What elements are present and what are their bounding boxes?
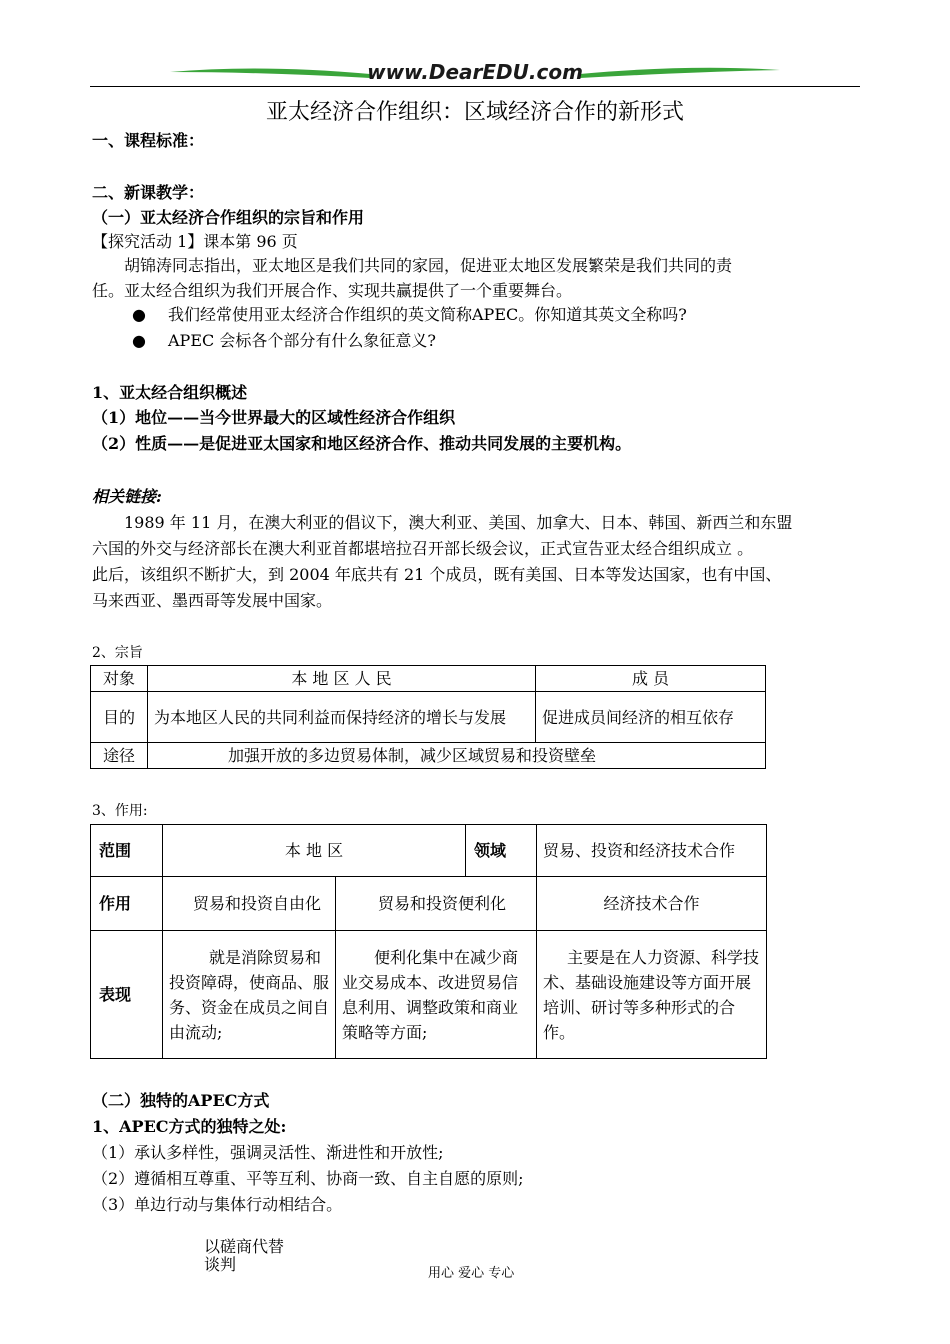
table-row bbox=[91, 743, 766, 769]
table-row bbox=[91, 877, 767, 931]
table-row bbox=[91, 692, 766, 743]
related-link-heading: 相关链接: bbox=[92, 487, 162, 506]
function-table bbox=[90, 824, 767, 1059]
table-cell: 目的 bbox=[91, 692, 148, 743]
table-cell: 对象 bbox=[91, 666, 148, 692]
overview-heading: 1、亚太经合组织概述 bbox=[92, 383, 248, 402]
section-course-standard: 一、课程标准： bbox=[92, 131, 205, 150]
overview-nature: （2）性质——是促进亚太国家和地区经济合作、推动共同发展的主要机构。 bbox=[92, 434, 632, 453]
bullet-item bbox=[132, 302, 687, 328]
site-url: www.DearEDU.com bbox=[367, 60, 583, 84]
subsection-purpose: （一）亚太经济合作组织的宗旨和作用 bbox=[92, 208, 365, 227]
page-title: 亚太经济合作组织：区域经济合作的新形式 bbox=[265, 100, 684, 125]
table-cell: 经济技术合作 bbox=[537, 877, 767, 931]
paragraph-line: 马来西亚、墨西哥等发展中国家。 bbox=[92, 591, 333, 610]
paragraph-line: 1989 年 11 月，在澳大利亚的倡议下，澳大利亚、美国、加拿大、日本、韩国、新西兰和东盟 bbox=[124, 513, 793, 532]
note-text: 以磋商代替 bbox=[204, 1237, 285, 1256]
bullet-icon: ● bbox=[132, 305, 146, 324]
purpose-table bbox=[90, 665, 766, 769]
table-cell: 就是消除贸易和投资障碍，使商品、服务、资金在成员之间自由流动; bbox=[163, 931, 336, 1059]
bullet-text: 我们经常使用亚太经济合作组织的英文简称APEC。你知道其英文全称吗? bbox=[168, 305, 687, 324]
list-item: （1）承认多样性，强调灵活性、渐进性和开放性; bbox=[92, 1143, 444, 1162]
list-item: （3）单边行动与集体行动相结合。 bbox=[92, 1195, 343, 1214]
list-item: （2）遵循相互尊重、平等互利、协商一致、自主自愿的原则; bbox=[92, 1169, 524, 1188]
table-cell: 成 员 bbox=[536, 666, 766, 692]
paragraph-line: 六国的外交与经济部长在澳大利亚首都堪培拉召开部长级会议，正式宣告亚太经合组织成立 。 bbox=[92, 539, 754, 558]
bullet-text: APEC 会标各个部分有什么象征意义? bbox=[168, 331, 436, 350]
page-footer: 用心 爱心 专心 bbox=[428, 1266, 515, 1281]
table-cell: 范围 bbox=[91, 825, 163, 877]
table1-caption: 2、宗旨 bbox=[92, 645, 143, 661]
table-cell: 贸易和投资自由化 bbox=[163, 877, 336, 931]
note-text: 谈判 bbox=[204, 1255, 237, 1274]
table-cell: 途径 bbox=[91, 743, 148, 769]
header-logo bbox=[170, 62, 780, 86]
table-row bbox=[91, 931, 767, 1059]
table-cell: 贸易、投资和经济技术合作 bbox=[537, 825, 767, 877]
apec-way-heading: 1、APEC方式的独特之处: bbox=[92, 1117, 287, 1136]
table2-caption: 3、作用: bbox=[92, 803, 148, 819]
table-cell: 本 地 区 人 民 bbox=[148, 666, 536, 692]
paragraph-line: 任。亚太经合组织为我们开展合作、实现共赢提供了一个重要舞台。 bbox=[92, 281, 573, 300]
table-cell: 主要是在人力资源、科学技术、基础设施建设等方面开展培训、研讨等多种形式的合作。 bbox=[537, 931, 767, 1059]
subsection-apec-way: （二）独特的APEC方式 bbox=[92, 1091, 270, 1110]
paragraph-line: 胡锦涛同志指出，亚太地区是我们共同的家园，促进亚太地区发展繁荣是我们共同的责 bbox=[124, 256, 733, 275]
section-new-lesson: 二、新课教学： bbox=[92, 183, 205, 202]
header-rule bbox=[90, 86, 860, 87]
paragraph-line: 此后，该组织不断扩大，到 2004 年底共有 21 个成员，既有美国、日本等发达国家，也有中国、 bbox=[92, 565, 782, 584]
table-row bbox=[91, 825, 767, 877]
bullet-item bbox=[132, 328, 436, 354]
bullet-icon: ● bbox=[132, 331, 146, 350]
table-cell: 贸易和投资便利化 bbox=[336, 877, 537, 931]
table-cell: 便利化集中在减少商业交易成本、改进贸易信息利用、调整政策和商业策略等方面; bbox=[336, 931, 537, 1059]
table-cell: 领域 bbox=[466, 825, 537, 877]
table-cell: 促进成员间经济的相互依存 bbox=[536, 692, 766, 743]
overview-position: （1）地位——当今世界最大的区域性经济合作组织 bbox=[92, 408, 456, 427]
table-cell: 表现 bbox=[91, 931, 163, 1059]
table-cell: 本 地 区 bbox=[163, 825, 466, 877]
table-cell: 为本地区人民的共同利益而保持经济的增长与发展 bbox=[148, 692, 536, 743]
table-cell: 加强开放的多边贸易体制，减少区域贸易和投资壁垒 bbox=[148, 743, 766, 769]
table-row bbox=[91, 666, 766, 692]
table-cell: 作用 bbox=[91, 877, 163, 931]
activity-label: 【探究活动 1】课本第 96 页 bbox=[92, 232, 298, 251]
